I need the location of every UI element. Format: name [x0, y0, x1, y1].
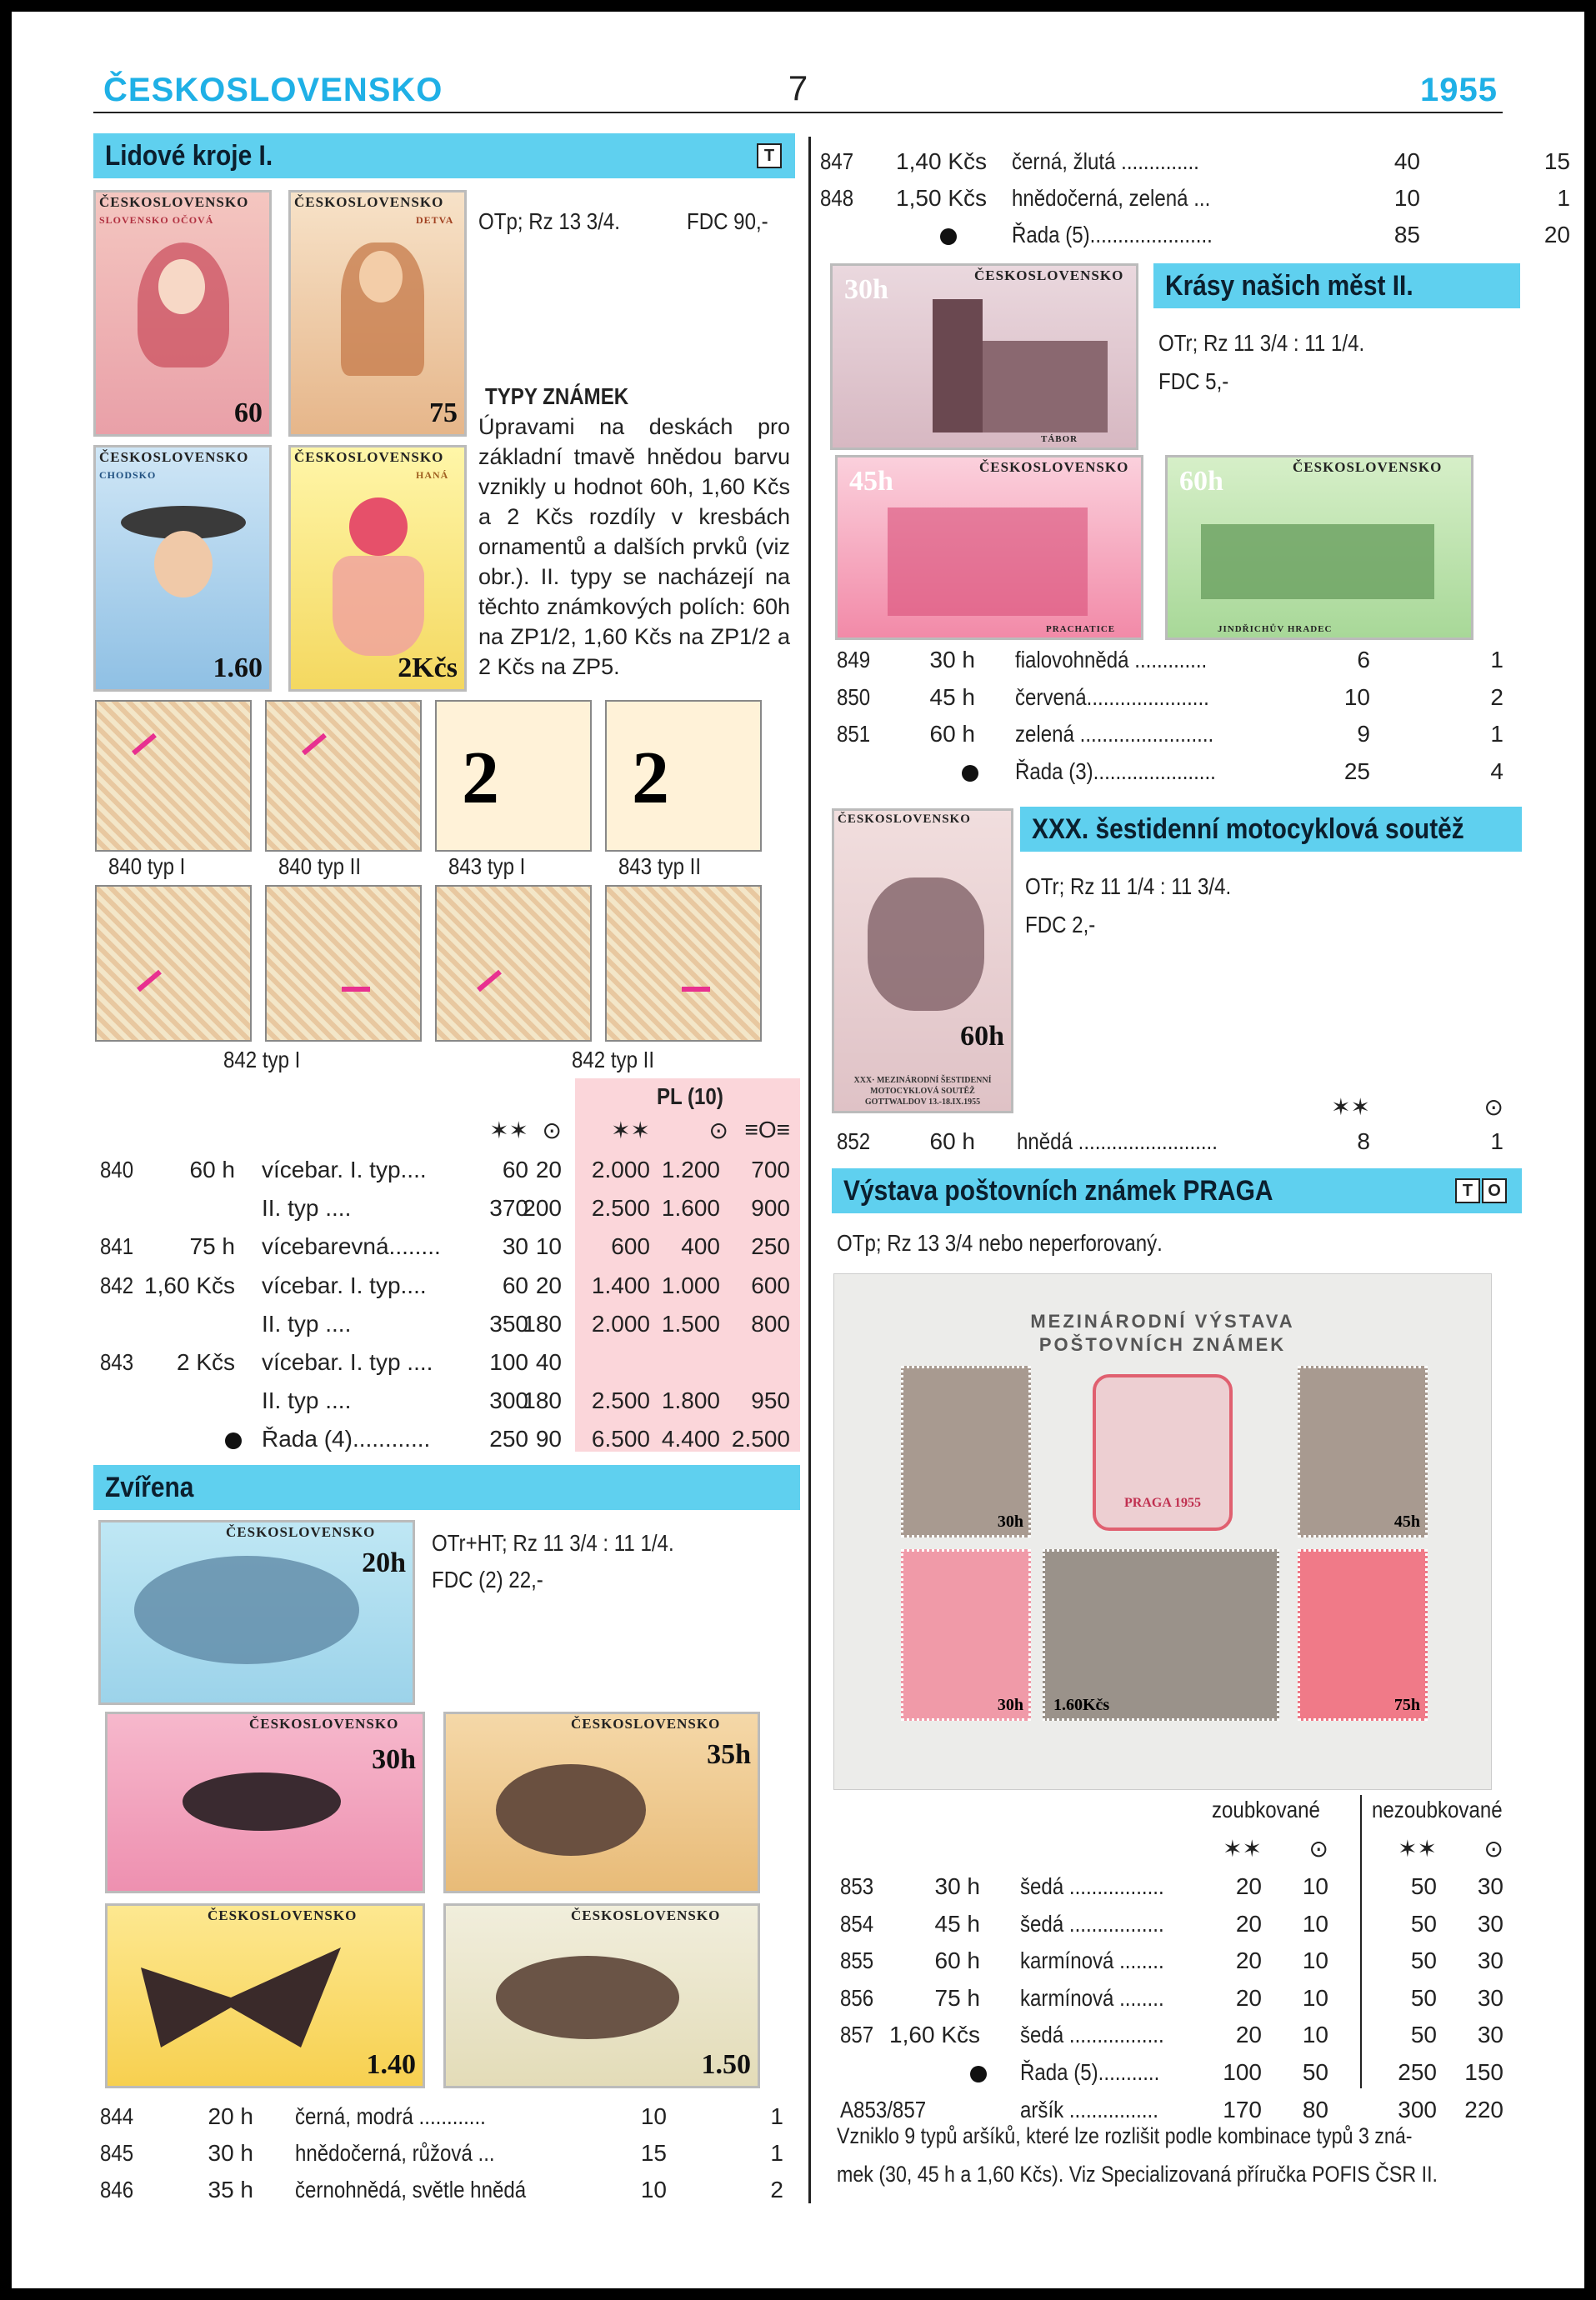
price-used: 80 — [1302, 2096, 1328, 2122]
description: šedá ................. — [1020, 1873, 1164, 1899]
detail-label: 843 typ II — [618, 853, 702, 879]
catalog-page — [12, 12, 1584, 2288]
stamp-caption: ČESKOSLOVENSKO — [571, 1908, 721, 1923]
face-value: 30 h — [208, 2140, 253, 2166]
description: hnědočerná, zelená ... — [1012, 185, 1211, 211]
price-mint: 20 — [1235, 1984, 1262, 2011]
price-used: 15 — [1543, 148, 1570, 174]
catalog-number: 842 — [100, 1272, 134, 1298]
stamp-caption: ČESKOSLOVENSKO — [1293, 459, 1443, 475]
catalog-number: 844 — [100, 2103, 134, 2129]
price-mint: 100 — [1223, 2059, 1262, 2085]
description: karmínová ........ — [1020, 1948, 1164, 1974]
description: Řada (3)...................... — [1015, 758, 1216, 784]
price-used: 1 — [770, 2140, 783, 2166]
page-header — [93, 65, 1503, 113]
stamp-image — [835, 455, 1143, 640]
pl-price-fdc: 250 — [751, 1233, 790, 1260]
stamp-value: 60 — [234, 398, 263, 428]
stamp-value: 1.60 — [213, 652, 263, 683]
print-info: OTp; Rz 13 3/4. — [478, 208, 620, 234]
price-mint: 250 — [489, 1426, 528, 1452]
description: II. typ .... — [262, 1388, 352, 1414]
year-title: 1955 — [1420, 72, 1498, 108]
stamp-caption: ČESKOSLOVENSKO — [974, 268, 1124, 283]
imperf-mint-header: ✶✶ — [1398, 1836, 1437, 1862]
price-mint: 300 — [489, 1388, 528, 1414]
stamp-value: 20h — [362, 1548, 406, 1578]
pl-price-mint: 2.500 — [591, 1388, 650, 1414]
price-used: 10 — [1302, 2022, 1328, 2048]
stamp-caption: ČESKOSLOVENSKO — [99, 449, 249, 465]
section-title: Zvířena — [105, 1472, 194, 1503]
stamp-subcaption: TÁBOR — [1041, 434, 1078, 444]
stamp-subcaption: CHODSKO — [99, 469, 157, 481]
imperf-price-used: 220 — [1464, 2096, 1503, 2122]
imperf-price-mint: 50 — [1410, 1910, 1437, 1937]
sheet-stamp: 1.60Kčs — [1043, 1549, 1279, 1721]
detail-label: 842 typ I — [223, 1047, 301, 1072]
pl-price-used: 1.200 — [661, 1157, 720, 1182]
sheet-stamp: 30h — [901, 1366, 1031, 1538]
detail-image: 2 — [605, 700, 762, 852]
description: Řada (4)............ — [262, 1426, 431, 1452]
section-title-bar — [1153, 263, 1520, 308]
mint-column-header: ✶✶ — [1331, 1094, 1370, 1120]
fdc-price: FDC (2) 22,- — [432, 1567, 543, 1592]
page-number: 7 — [788, 68, 808, 108]
description: II. typ .... — [262, 1195, 352, 1222]
face-value: 30 h — [934, 1873, 980, 1899]
price-used: 10 — [535, 1233, 562, 1260]
section-title-bar — [1020, 807, 1522, 852]
table-divider — [1360, 1795, 1362, 2088]
price-used: 20 — [535, 1157, 562, 1182]
catalog-number: 853 — [840, 1873, 874, 1899]
used-column-header: ⊙ — [1483, 1094, 1503, 1120]
pl-used-header: ⊙ — [708, 1118, 728, 1143]
imperforate-heading: nezoubkované — [1372, 1797, 1503, 1822]
catalog-number: 850 — [837, 683, 871, 710]
face-value: 60 h — [929, 721, 975, 747]
price-mint: 20 — [1235, 1910, 1262, 1937]
stamp-subcaption: JINDŘICHŮV HRADEC — [1218, 624, 1333, 634]
detail-image — [605, 885, 762, 1042]
pl-price-used: 1.800 — [661, 1388, 720, 1414]
description: karmínová ........ — [1020, 1984, 1164, 2011]
description: Řada (5)........... — [1020, 2059, 1160, 2085]
used-column-header: ⊙ — [542, 1118, 562, 1143]
detail-image — [265, 700, 422, 852]
sheet-subtitle: POŠTOVNÍCH ZNÁMEK — [1038, 1334, 1287, 1355]
column-divider — [808, 137, 811, 2203]
price-used: 10 — [1302, 1873, 1328, 1899]
price-mint: 8 — [1357, 1128, 1370, 1154]
price-used: 1 — [1490, 721, 1503, 747]
stamp-value: 75 — [429, 398, 458, 428]
section-title: XXX. šestidenní motocyklová soutěž — [1032, 813, 1464, 845]
souvenir-sheet-image — [833, 1273, 1492, 1790]
price-used: 50 — [1302, 2059, 1328, 2085]
price-used: 10 — [1302, 1984, 1328, 2011]
description: vícebar. I. typ.... — [262, 1272, 427, 1298]
detail-image — [265, 885, 422, 1042]
imperf-price-mint: 50 — [1410, 1948, 1437, 1974]
section-title: Krásy našich měst II. — [1165, 270, 1413, 302]
stamp-caption: ČESKOSLOVENSKO — [294, 449, 444, 465]
stamp-value: 1.50 — [701, 2049, 751, 2080]
print-info: OTr; Rz 11 3/4 : 11 1/4. — [1158, 330, 1365, 356]
imperf-used-header: ⊙ — [1483, 1836, 1503, 1862]
price-mint: 60 — [502, 1272, 528, 1298]
stamp-value: 1.40 — [366, 2049, 416, 2080]
imperf-price-mint: 250 — [1398, 2059, 1437, 2085]
print-info: OTp; Rz 13 3/4 nebo neperforovaný. — [837, 1230, 1163, 1256]
stamp-value: 45h — [849, 466, 893, 497]
pl-price-fdc: 800 — [751, 1310, 790, 1337]
series-bullet-icon — [962, 765, 978, 782]
description: šedá ................. — [1020, 1910, 1164, 1937]
series-bullet-icon — [940, 228, 957, 245]
stamp-image — [832, 808, 1013, 1113]
imperf-price-mint: 50 — [1410, 1984, 1437, 2011]
stamp-inscription: XXX· MEZINÁRODNÍ ŠESTIDENNÍ MOTOCYKLOVÁ SOUTĚŽ GOTTWALDOV 13.-18.IX.1955 — [853, 1076, 992, 1107]
detail-label: 840 typ II — [278, 853, 362, 879]
catalog-number: 849 — [837, 647, 871, 672]
description: černá, žlutá .............. — [1012, 148, 1199, 174]
price-mint: 9 — [1357, 721, 1370, 747]
price-mint: 30 — [502, 1233, 528, 1260]
price-used: 90 — [535, 1426, 562, 1452]
face-value: 35 h — [208, 2177, 253, 2202]
price-mint: 10 — [640, 2177, 667, 2202]
stamp-caption: ČESKOSLOVENSKO — [571, 1716, 721, 1732]
imperf-price-mint: 50 — [1410, 2022, 1437, 2048]
price-used: 10 — [1302, 1910, 1328, 1937]
pl-price-fdc: 600 — [751, 1272, 790, 1298]
imperf-price-mint: 300 — [1398, 2096, 1437, 2122]
print-info: OTr+HT; Rz 11 3/4 : 11 1/4. — [432, 1530, 674, 1556]
description: Řada (5)...................... — [1012, 222, 1213, 248]
perforated-heading: zoubkované — [1212, 1797, 1320, 1822]
stamp-caption: ČESKOSLOVENSKO — [979, 459, 1129, 475]
sheet-stamp: 75h — [1298, 1549, 1428, 1721]
sheet-title: MEZINÁRODNÍ VÝSTAVA — [1030, 1311, 1295, 1332]
price-used: 2 — [770, 2177, 783, 2202]
pl-price-fdc: 950 — [751, 1388, 790, 1414]
face-value: 30 h — [929, 647, 975, 672]
pl-price-fdc: 900 — [751, 1195, 790, 1222]
detail-label: 842 typ II — [572, 1047, 655, 1072]
type-badge: T — [757, 143, 782, 168]
pl-price-mint: 2.500 — [591, 1195, 650, 1222]
mint-column-header: ✶✶ — [1223, 1836, 1262, 1862]
price-used: 1 — [1490, 647, 1503, 672]
description: vícebarevná........ — [262, 1233, 441, 1260]
stamp-image — [93, 445, 272, 692]
face-value: 75 h — [189, 1233, 235, 1260]
catalog-number: 856 — [840, 1984, 874, 2011]
description: fialovohnědá ............. — [1015, 647, 1208, 672]
pl-price-mint: 2.000 — [591, 1310, 650, 1337]
fdc-price: FDC 90,- — [687, 208, 768, 234]
stamp-image — [288, 190, 467, 437]
imperf-price-used: 30 — [1477, 1873, 1503, 1899]
pl-price-mint: 1.400 — [591, 1272, 650, 1298]
sheet-stamp: 45h — [1298, 1366, 1428, 1538]
catalog-number: 841 — [100, 1233, 134, 1260]
stamp-image — [93, 190, 272, 437]
section-title-bar — [93, 1465, 800, 1510]
face-value: 60 h — [929, 1128, 975, 1154]
series-bullet-icon — [225, 1432, 242, 1449]
stamp-caption: ČESKOSLOVENSKO — [226, 1524, 376, 1540]
price-mint: 20 — [1235, 2022, 1262, 2048]
price-mint: 10 — [1393, 185, 1420, 211]
detail-image: 2 — [435, 700, 592, 852]
used-column-header: ⊙ — [1308, 1836, 1328, 1862]
stamp-subcaption: HANÁ — [416, 469, 449, 481]
price-used: 40 — [535, 1349, 562, 1375]
section-title-bar — [832, 1168, 1522, 1213]
sheet-note-line1: Vzniklo 9 typů aršíků, které lze rozlišit podle kombinace typů 3 zná- — [837, 2123, 1413, 2148]
stamp-image — [105, 1712, 425, 1893]
pl-price-fdc: 700 — [751, 1157, 790, 1182]
stamp-caption: ČESKOSLOVENSKO — [249, 1716, 399, 1732]
price-mint: 85 — [1393, 222, 1420, 248]
stamp-value: 60h — [1179, 466, 1223, 497]
price-mint: 350 — [489, 1310, 528, 1337]
imperf-price-used: 150 — [1464, 2059, 1503, 2085]
stamp-caption: ČESKOSLOVENSKO — [294, 194, 444, 210]
price-used: 1 — [770, 2103, 783, 2129]
imperf-price-used: 30 — [1477, 2022, 1503, 2048]
price-used: 180 — [523, 1388, 562, 1414]
pl-mint-header: ✶✶ — [611, 1118, 650, 1143]
description: vícebar. I. typ.... — [262, 1157, 427, 1182]
stamp-image — [443, 1903, 760, 2088]
catalog-number: 843 — [100, 1349, 134, 1375]
pl-price-mint: 600 — [611, 1233, 650, 1260]
detail-label: 840 typ I — [108, 853, 186, 879]
price-mint: 170 — [1223, 2096, 1262, 2122]
pl-heading: PL (10) — [657, 1083, 723, 1109]
type-badge: T — [1455, 1178, 1480, 1203]
catalog-number: 857 — [840, 2022, 874, 2048]
catalog-number: A853/857 — [840, 2096, 927, 2122]
face-value: 75 h — [934, 1984, 980, 2011]
emblem-text: PRAGA 1955 — [1124, 1496, 1201, 1510]
face-value: 1,40 Kčs — [896, 148, 987, 174]
description: černohnědá, světle hnědá — [295, 2177, 527, 2202]
face-value: 20 h — [208, 2103, 253, 2129]
price-mint: 15 — [640, 2140, 667, 2166]
stamp-caption: ČESKOSLOVENSKO — [208, 1908, 358, 1923]
type-badge: O — [1482, 1178, 1507, 1203]
detail-image — [95, 885, 252, 1042]
stamp-subcaption: PRACHATICE — [1046, 624, 1116, 634]
description: aršík ................ — [1020, 2096, 1158, 2122]
pl-price-used: 1.000 — [661, 1272, 720, 1298]
pl-price-fdc: 2.500 — [731, 1426, 790, 1452]
price-used: 20 — [535, 1272, 562, 1298]
description: černá, modrá ............ — [295, 2103, 486, 2129]
mint-column-header: ✶✶ — [489, 1118, 528, 1143]
stamp-image — [105, 1903, 425, 2088]
praga-emblem — [1093, 1374, 1233, 1531]
face-value: 60 h — [934, 1948, 980, 1974]
price-mint: 20 — [1235, 1873, 1262, 1899]
detail-label: 843 typ I — [448, 853, 526, 879]
section-title-bar — [93, 133, 795, 178]
catalog-number: 852 — [837, 1128, 871, 1154]
price-mint: 370 — [489, 1195, 528, 1222]
catalog-number: 840 — [100, 1157, 134, 1182]
face-value: 1,50 Kčs — [896, 185, 987, 211]
face-value: 45 h — [934, 1910, 980, 1937]
description: hnědočerná, růžová ... — [295, 2140, 495, 2166]
price-mint: 10 — [1343, 683, 1370, 710]
stamp-image — [1165, 455, 1473, 640]
pl-price-used: 400 — [681, 1233, 720, 1260]
price-mint: 60 — [502, 1157, 528, 1182]
imperf-price-used: 30 — [1477, 1984, 1503, 2011]
imperf-price-used: 30 — [1477, 1910, 1503, 1937]
stamp-image — [443, 1712, 760, 1893]
pl-price-used: 4.400 — [661, 1426, 720, 1452]
face-value: 60 h — [189, 1157, 235, 1182]
face-value: 45 h — [929, 683, 975, 710]
stamp-subcaption: DETVA — [416, 214, 454, 226]
catalog-number: 846 — [100, 2177, 134, 2202]
sheet-note-line2: mek (30, 45 h a 1,60 Kčs). Viz Specializovaná příručka POFIS ČSR II. — [837, 2162, 1438, 2187]
price-mint: 6 — [1357, 647, 1370, 672]
stamp-value: 35h — [707, 1739, 751, 1770]
pl-price-mint: 2.000 — [591, 1157, 650, 1182]
description: šedá ................. — [1020, 2022, 1164, 2048]
pl-fdc-header: ≡O≡ — [744, 1117, 790, 1142]
face-value: 1,60 Kčs — [889, 2022, 980, 2048]
description: vícebar. I. typ .... — [262, 1349, 433, 1375]
stamp-value: 60h — [960, 1021, 1004, 1052]
pl-price-used: 1.600 — [661, 1195, 720, 1222]
stamp-image — [288, 445, 467, 692]
stamp-value: 30h — [372, 1744, 416, 1775]
catalog-number: 855 — [840, 1948, 874, 1974]
price-used: 1 — [1490, 1128, 1503, 1154]
face-value: 2 Kčs — [176, 1349, 235, 1375]
detail-image — [95, 700, 252, 852]
stamp-image — [830, 263, 1138, 450]
fdc-price: FDC 2,- — [1025, 912, 1096, 938]
stamp-caption: ČESKOSLOVENSKO — [838, 812, 971, 826]
fdc-price: FDC 5,- — [1158, 368, 1229, 394]
price-mint: 25 — [1343, 758, 1370, 784]
price-mint: 10 — [640, 2103, 667, 2129]
stamp-value: 2Kčs — [398, 652, 458, 683]
imperf-price-mint: 50 — [1410, 1873, 1437, 1899]
price-used: 10 — [1302, 1948, 1328, 1974]
sheet-stamp: 30h — [901, 1549, 1031, 1721]
price-mint: 20 — [1235, 1948, 1262, 1974]
description: hnědá ......................... — [1017, 1128, 1218, 1154]
catalog-number: 848 — [820, 185, 854, 211]
description: červená...................... — [1015, 683, 1209, 710]
price-used: 2 — [1490, 683, 1503, 710]
country-title: ČESKOSLOVENSKO — [103, 72, 443, 108]
stamp-subcaption: SLOVENSKO OČOVÁ — [99, 214, 214, 226]
pl-price-used: 1.500 — [661, 1310, 720, 1337]
catalog-number: 847 — [820, 148, 854, 174]
imperf-price-used: 30 — [1477, 1948, 1503, 1974]
price-used: 180 — [523, 1310, 562, 1337]
stamp-image — [98, 1520, 415, 1705]
price-used: 20 — [1543, 222, 1570, 248]
types-heading: TYPY ZNÁMEK — [485, 383, 629, 409]
stamp-caption: ČESKOSLOVENSKO — [99, 194, 249, 210]
description: II. typ .... — [262, 1310, 352, 1337]
catalog-number: 845 — [100, 2140, 134, 2166]
catalog-number: 854 — [840, 1910, 874, 1937]
price-mint: 100 — [489, 1349, 528, 1375]
price-used: 4 — [1490, 758, 1503, 784]
catalog-number: 851 — [837, 721, 871, 747]
stamp-value: 30h — [844, 274, 888, 305]
section-title: Lidové kroje I. — [105, 140, 273, 172]
description: zelená ........................ — [1015, 721, 1214, 747]
price-used: 1 — [1557, 185, 1570, 211]
series-bullet-icon — [970, 2066, 987, 2082]
section-title: Výstava poštovních známek PRAGA — [843, 1175, 1273, 1207]
print-info: OTr; Rz 11 1/4 : 11 3/4. — [1025, 873, 1232, 899]
price-mint: 40 — [1393, 148, 1420, 174]
face-value: 1,60 Kčs — [144, 1272, 235, 1298]
detail-image — [435, 885, 592, 1042]
price-used: 200 — [523, 1195, 562, 1222]
pl-price-mint: 6.500 — [591, 1426, 650, 1452]
types-description: Úpravami na deskách pro základní tmavě hnědou barvu vznikly u hodnot 60h, 1,60 Kčs a 2 Kčs rozdíly v kresbách ornamentů a dalších prvků (viz obr.). II. typy se nacházejí na těchto známkových polích: 60h na ZP1/2, 1,60 Kčs na ZP1/2 a 2 Kčs na ZP5. — [478, 414, 790, 679]
